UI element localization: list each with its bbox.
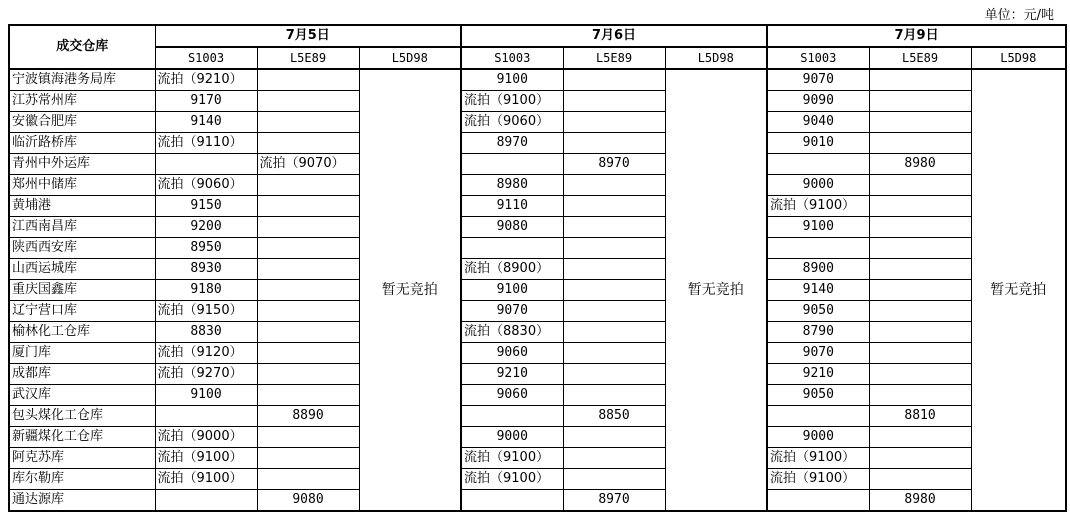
table-row bbox=[9, 112, 1066, 133]
cell-l5e89 bbox=[869, 196, 971, 217]
cell-s1003: 9070 bbox=[767, 343, 869, 364]
cell-l5e89 bbox=[257, 238, 359, 259]
cell-s1003: 流拍（8900） bbox=[461, 259, 563, 280]
cell-s1003 bbox=[461, 490, 563, 512]
table-row bbox=[9, 238, 1066, 259]
table-row bbox=[9, 259, 1066, 280]
header-warehouse: 成交仓库 bbox=[9, 25, 155, 69]
cell-s1003: 8980 bbox=[461, 175, 563, 196]
warehouse-name: 阿克苏库 bbox=[9, 448, 155, 469]
cell-s1003: 流拍（9100） bbox=[767, 469, 869, 490]
cell-s1003: 9110 bbox=[461, 196, 563, 217]
cell-s1003: 9200 bbox=[155, 217, 257, 238]
header-code-l5e89: L5E89 bbox=[869, 47, 971, 69]
cell-l5e89 bbox=[869, 69, 971, 91]
cell-s1003: 流拍（9150） bbox=[155, 301, 257, 322]
cell-l5e89: 8970 bbox=[563, 490, 665, 512]
cell-s1003: 流拍（9100） bbox=[461, 469, 563, 490]
cell-l5e89 bbox=[257, 175, 359, 196]
cell-l5e89: 8850 bbox=[563, 406, 665, 427]
table-row bbox=[9, 322, 1066, 343]
cell-l5e89 bbox=[257, 259, 359, 280]
table-row bbox=[9, 406, 1066, 427]
no-bid-cell-l5d98: 暂无竞拍 bbox=[665, 69, 767, 511]
cell-s1003: 9100 bbox=[155, 385, 257, 406]
cell-l5e89 bbox=[257, 364, 359, 385]
cell-l5e89 bbox=[257, 217, 359, 238]
warehouse-name: 江西南昌库 bbox=[9, 217, 155, 238]
cell-s1003: 流拍（9060） bbox=[461, 112, 563, 133]
cell-s1003: 9140 bbox=[767, 280, 869, 301]
cell-s1003: 9150 bbox=[155, 196, 257, 217]
no-bid-cell-l5d98: 暂无竞拍 bbox=[359, 69, 461, 511]
table-row bbox=[9, 196, 1066, 217]
cell-l5e89 bbox=[257, 448, 359, 469]
header-code-s1003: S1003 bbox=[461, 47, 563, 69]
cell-s1003: 9050 bbox=[767, 385, 869, 406]
warehouse-name: 厦门库 bbox=[9, 343, 155, 364]
cell-l5e89 bbox=[257, 69, 359, 91]
cell-l5e89: 8810 bbox=[869, 406, 971, 427]
cell-s1003: 8830 bbox=[155, 322, 257, 343]
cell-s1003: 流拍（9100） bbox=[461, 91, 563, 112]
cell-s1003: 流拍（9060） bbox=[155, 175, 257, 196]
table-body bbox=[9, 69, 1066, 511]
cell-l5e89 bbox=[563, 343, 665, 364]
table-row bbox=[9, 91, 1066, 112]
cell-l5e89 bbox=[563, 427, 665, 448]
cell-s1003: 8790 bbox=[767, 322, 869, 343]
cell-s1003: 流拍（9110） bbox=[155, 133, 257, 154]
header-code-l5e89: L5E89 bbox=[257, 47, 359, 69]
cell-s1003 bbox=[461, 406, 563, 427]
cell-s1003: 9060 bbox=[461, 343, 563, 364]
header-code-l5e89: L5E89 bbox=[563, 47, 665, 69]
cell-l5e89 bbox=[869, 343, 971, 364]
cell-s1003: 9080 bbox=[461, 217, 563, 238]
cell-l5e89 bbox=[563, 238, 665, 259]
cell-l5e89 bbox=[563, 448, 665, 469]
cell-s1003: 8900 bbox=[767, 259, 869, 280]
cell-s1003: 9000 bbox=[767, 427, 869, 448]
cell-s1003 bbox=[767, 154, 869, 175]
cell-l5e89 bbox=[869, 175, 971, 196]
warehouse-name: 安徽合肥库 bbox=[9, 112, 155, 133]
table-row bbox=[9, 385, 1066, 406]
cell-l5e89 bbox=[869, 469, 971, 490]
cell-l5e89 bbox=[869, 385, 971, 406]
cell-s1003: 9180 bbox=[155, 280, 257, 301]
warehouse-name: 成都库 bbox=[9, 364, 155, 385]
cell-s1003 bbox=[461, 154, 563, 175]
cell-s1003: 9070 bbox=[461, 301, 563, 322]
header-code-s1003: S1003 bbox=[767, 47, 869, 69]
cell-s1003: 流拍（9120） bbox=[155, 343, 257, 364]
cell-l5e89 bbox=[257, 427, 359, 448]
cell-l5e89 bbox=[563, 259, 665, 280]
cell-l5e89 bbox=[257, 112, 359, 133]
cell-l5e89 bbox=[869, 301, 971, 322]
cell-l5e89 bbox=[257, 301, 359, 322]
cell-s1003: 9100 bbox=[461, 69, 563, 91]
cell-l5e89 bbox=[869, 91, 971, 112]
cell-s1003: 8950 bbox=[155, 238, 257, 259]
cell-l5e89: 8970 bbox=[563, 154, 665, 175]
header-date-2: 7月6日 bbox=[461, 25, 767, 47]
header-date-row bbox=[9, 25, 1066, 47]
cell-s1003: 9090 bbox=[767, 91, 869, 112]
warehouse-name: 新疆煤化工仓库 bbox=[9, 427, 155, 448]
cell-s1003 bbox=[155, 154, 257, 175]
cell-l5e89 bbox=[563, 196, 665, 217]
cell-l5e89 bbox=[563, 469, 665, 490]
warehouse-name: 武汉库 bbox=[9, 385, 155, 406]
cell-s1003: 流拍（9000） bbox=[155, 427, 257, 448]
cell-l5e89 bbox=[257, 91, 359, 112]
cell-s1003: 9010 bbox=[767, 133, 869, 154]
table-row bbox=[9, 280, 1066, 301]
cell-l5e89: 8980 bbox=[869, 154, 971, 175]
cell-s1003: 9210 bbox=[767, 364, 869, 385]
cell-l5e89: 9080 bbox=[257, 490, 359, 512]
cell-l5e89 bbox=[869, 217, 971, 238]
cell-s1003: 9040 bbox=[767, 112, 869, 133]
cell-s1003: 9070 bbox=[767, 69, 869, 91]
cell-l5e89: 流拍（9070） bbox=[257, 154, 359, 175]
cell-l5e89 bbox=[257, 385, 359, 406]
table-row bbox=[9, 154, 1066, 175]
cell-l5e89 bbox=[869, 448, 971, 469]
cell-s1003: 8970 bbox=[461, 133, 563, 154]
cell-s1003: 流拍（9100） bbox=[767, 196, 869, 217]
cell-l5e89 bbox=[563, 385, 665, 406]
warehouse-name: 山西运城库 bbox=[9, 259, 155, 280]
cell-l5e89 bbox=[257, 196, 359, 217]
header-code-s1003: S1003 bbox=[155, 47, 257, 69]
cell-s1003: 9100 bbox=[461, 280, 563, 301]
cell-l5e89 bbox=[257, 469, 359, 490]
header-code-l5d98: L5D98 bbox=[971, 47, 1066, 69]
cell-s1003: 流拍（9270） bbox=[155, 364, 257, 385]
cell-s1003: 9170 bbox=[155, 91, 257, 112]
warehouse-name: 辽宁营口库 bbox=[9, 301, 155, 322]
cell-l5e89 bbox=[869, 322, 971, 343]
cell-s1003: 流拍（8830） bbox=[461, 322, 563, 343]
cell-s1003: 9210 bbox=[461, 364, 563, 385]
table-row bbox=[9, 490, 1066, 512]
cell-s1003: 流拍（9100） bbox=[461, 448, 563, 469]
header-code-row bbox=[9, 47, 1066, 69]
cell-s1003: 9000 bbox=[461, 427, 563, 448]
cell-l5e89 bbox=[563, 322, 665, 343]
cell-l5e89 bbox=[563, 364, 665, 385]
cell-l5e89 bbox=[869, 259, 971, 280]
cell-l5e89 bbox=[257, 280, 359, 301]
cell-s1003: 9140 bbox=[155, 112, 257, 133]
cell-s1003: 流拍（9100） bbox=[155, 469, 257, 490]
table-row bbox=[9, 133, 1066, 154]
cell-l5e89 bbox=[869, 427, 971, 448]
cell-l5e89 bbox=[257, 322, 359, 343]
table-row bbox=[9, 469, 1066, 490]
warehouse-name: 库尔勒库 bbox=[9, 469, 155, 490]
unit-label: 单位：元/吨 bbox=[984, 8, 1054, 23]
cell-s1003: 9060 bbox=[461, 385, 563, 406]
cell-l5e89 bbox=[869, 364, 971, 385]
warehouse-name: 包头煤化工仓库 bbox=[9, 406, 155, 427]
cell-s1003 bbox=[461, 238, 563, 259]
cell-l5e89 bbox=[563, 280, 665, 301]
cell-s1003 bbox=[767, 490, 869, 512]
cell-l5e89 bbox=[869, 133, 971, 154]
warehouse-name: 榆林化工仓库 bbox=[9, 322, 155, 343]
cell-l5e89 bbox=[869, 280, 971, 301]
cell-s1003: 8930 bbox=[155, 259, 257, 280]
table-row bbox=[9, 448, 1066, 469]
table-row bbox=[9, 427, 1066, 448]
warehouse-name: 江苏常州库 bbox=[9, 91, 155, 112]
cell-l5e89 bbox=[869, 112, 971, 133]
cell-l5e89 bbox=[257, 133, 359, 154]
cell-s1003: 9100 bbox=[767, 217, 869, 238]
table-row bbox=[9, 69, 1066, 91]
header-code-l5d98: L5D98 bbox=[665, 47, 767, 69]
cell-s1003 bbox=[767, 238, 869, 259]
cell-l5e89 bbox=[563, 69, 665, 91]
cell-s1003: 9000 bbox=[767, 175, 869, 196]
cell-s1003 bbox=[767, 406, 869, 427]
warehouse-name: 青州中外运库 bbox=[9, 154, 155, 175]
warehouse-name: 黄埔港 bbox=[9, 196, 155, 217]
cell-s1003 bbox=[155, 490, 257, 512]
warehouse-name: 重庆国鑫库 bbox=[9, 280, 155, 301]
auction-results-table bbox=[8, 24, 1067, 512]
header-date-1: 7月5日 bbox=[155, 25, 461, 47]
warehouse-name: 郑州中储库 bbox=[9, 175, 155, 196]
header-date-3: 7月9日 bbox=[767, 25, 1066, 47]
table-row bbox=[9, 301, 1066, 322]
warehouse-name: 临沂路桥库 bbox=[9, 133, 155, 154]
table-row bbox=[9, 343, 1066, 364]
table-row bbox=[9, 217, 1066, 238]
cell-l5e89 bbox=[257, 343, 359, 364]
cell-s1003: 流拍（9100） bbox=[767, 448, 869, 469]
cell-l5e89 bbox=[563, 91, 665, 112]
cell-s1003: 流拍（9210） bbox=[155, 69, 257, 91]
cell-l5e89 bbox=[563, 133, 665, 154]
warehouse-name: 陕西西安库 bbox=[9, 238, 155, 259]
cell-s1003: 9050 bbox=[767, 301, 869, 322]
cell-l5e89 bbox=[563, 175, 665, 196]
cell-l5e89 bbox=[563, 217, 665, 238]
no-bid-cell-l5d98: 暂无竞拍 bbox=[971, 69, 1066, 511]
warehouse-name: 通达源库 bbox=[9, 490, 155, 512]
cell-l5e89 bbox=[563, 301, 665, 322]
cell-l5e89: 8980 bbox=[869, 490, 971, 512]
table-row bbox=[9, 364, 1066, 385]
cell-l5e89 bbox=[869, 238, 971, 259]
warehouse-name: 宁波镇海港务局库 bbox=[9, 69, 155, 91]
table-row bbox=[9, 175, 1066, 196]
cell-l5e89 bbox=[563, 112, 665, 133]
cell-s1003: 流拍（9100） bbox=[155, 448, 257, 469]
header-code-l5d98: L5D98 bbox=[359, 47, 461, 69]
cell-s1003 bbox=[155, 406, 257, 427]
cell-l5e89: 8890 bbox=[257, 406, 359, 427]
